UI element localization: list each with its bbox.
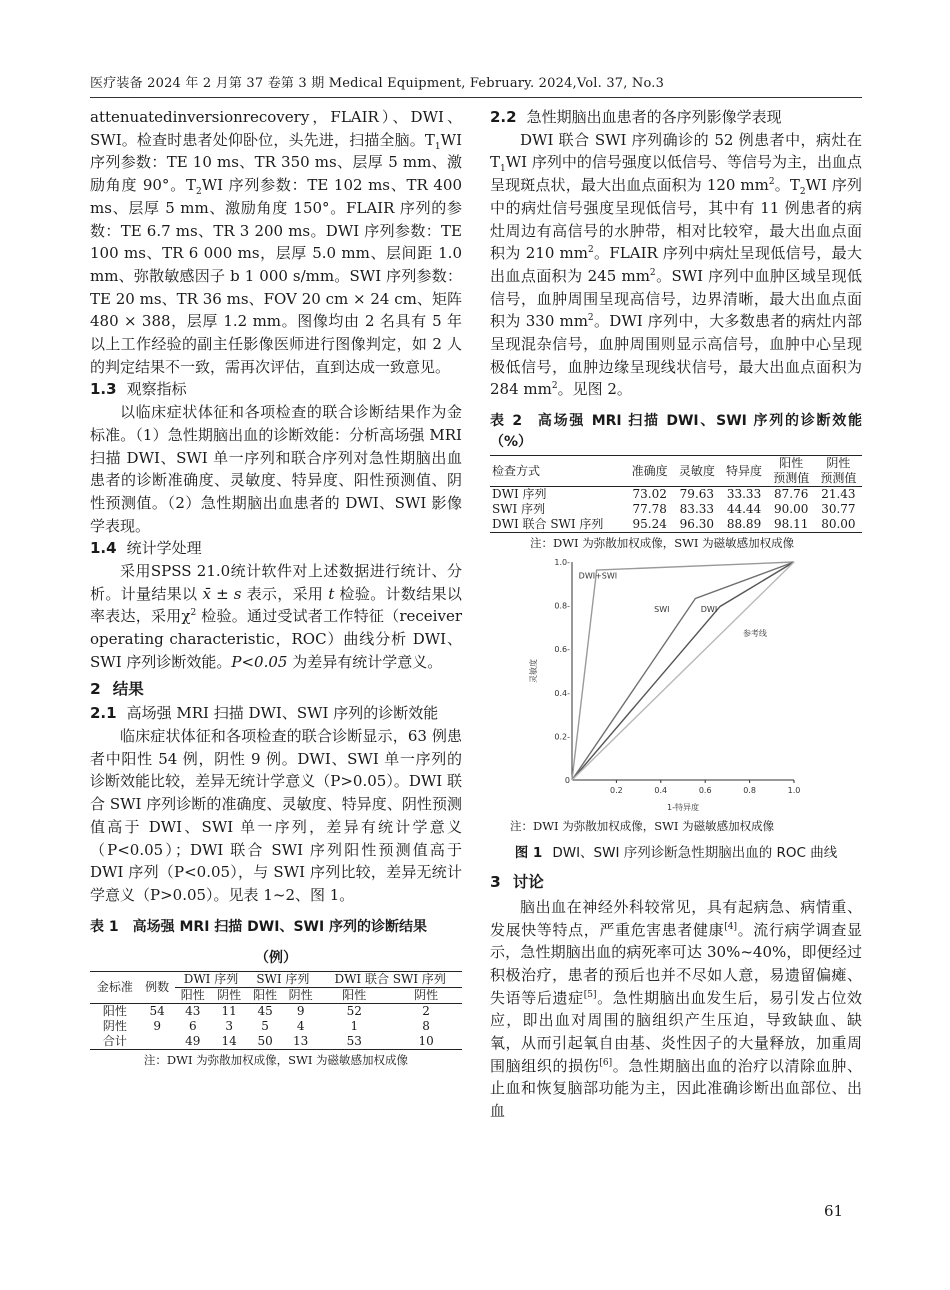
table-cell: 83.33 (679, 502, 715, 517)
table-row (90, 1019, 462, 1034)
table2-header-npv: 阴性 预测值 (815, 456, 862, 487)
table-row (490, 487, 862, 503)
section-2-2-heading: 2.2 急性期脑出血患者的各序列影像学表现 (490, 108, 782, 126)
table-cell: 11 (211, 1003, 247, 1019)
x-axis-label: 1-特异度 (667, 803, 699, 813)
table1-caption-unit: （例） (255, 949, 297, 966)
table1-caption: 表 1 高场强 MRI 扫描 DWI、SWI 序列的诊断结果 (90, 918, 428, 935)
table-row (490, 517, 862, 533)
y-tick-label: 0 (564, 776, 570, 786)
y-tick-label: 0.4- (554, 688, 570, 698)
table1-header-dwi: DWI 序列 (175, 971, 248, 987)
x-tick-label: 0.2 (610, 786, 623, 796)
right-column (490, 106, 862, 1123)
table-cell: 96.30 (673, 517, 720, 533)
table-cell: SWI 序列 (492, 502, 546, 517)
table-cell: 2 (390, 1003, 462, 1019)
table-cell: 30.77 (821, 502, 856, 517)
table2-header-accuracy: 准确度 (626, 456, 673, 487)
table-cell: 79.63 (673, 487, 720, 503)
table-cell: 50 (247, 1034, 283, 1050)
table-cell: 6 (188, 1018, 197, 1033)
table1-subheader: 阳性 (342, 987, 367, 1002)
figure1-caption: 图 1 DWI、SWI 序列诊断急性期脑出血的 ROC 曲线 (514, 845, 838, 862)
x-tick-label: 0.8 (743, 786, 756, 796)
section-1-4-heading: 1.4 统计学处理 (90, 539, 202, 558)
table-cell: DWI 序列 (490, 487, 626, 503)
table1-subheader: 阳性 (253, 987, 278, 1002)
section-2-heading: 2 结果 (90, 679, 144, 698)
table1-note: 注：DWI 为弥散加权成像，SWI 为磁敏感加权成像 (143, 1052, 409, 1067)
table-cell: 1 (350, 1018, 359, 1033)
table2-header-sensitivity: 灵敏度 (673, 456, 720, 487)
table1-header-gold: 金标准 (90, 971, 140, 1003)
table-cell: 5 (261, 1018, 269, 1033)
table-cell: 43 (175, 1003, 211, 1019)
table2-header-ppv: 阳性 预测值 (768, 456, 815, 487)
journal-header: 医疗装备 2024 年 2 月第 37 卷第 3 期 Medical Equipment, February. 2024,Vol. 37, No.3 (90, 76, 665, 91)
table1-subheader: 阴性 (288, 987, 313, 1002)
table-cell: 33.33 (720, 487, 767, 503)
roc-figure (490, 558, 862, 816)
table1 (90, 971, 462, 1050)
table-cell: 3 (225, 1018, 233, 1033)
table-cell: 87.76 (768, 487, 815, 503)
table-cell: DWI 联合 SWI 序列 (490, 517, 626, 533)
table1-subheader: 阴性 (217, 987, 242, 1002)
header-rule (90, 97, 862, 98)
table-cell: 95.24 (626, 517, 673, 533)
table1-header-cases: 例数 (140, 971, 175, 1003)
table-cell: 52 (318, 1003, 390, 1019)
table-cell: 21.43 (815, 487, 862, 503)
table1-header-swi: SWI 序列 (247, 971, 318, 987)
table-cell: 14 (211, 1034, 247, 1050)
section-2-1-heading: 2.1 高场强 MRI 扫描 DWI、SWI 序列的诊断效能 (90, 704, 439, 723)
table2-header-specificity: 特异度 (720, 456, 767, 487)
table-cell: 49 (175, 1034, 211, 1050)
table-cell: 阳性 (90, 1003, 140, 1019)
y-axis-label: 灵敏度 (529, 659, 538, 684)
table1-header-combined: DWI 联合 SWI 序列 (318, 971, 462, 987)
y-tick-label: 0.6- (554, 645, 570, 655)
y-tick-label: 1.0- (554, 558, 570, 568)
x-tick-label: 1.0 (787, 786, 801, 796)
series-label: 参考线 (742, 629, 767, 639)
table2-note: 注：DWI 为弥散加权成像，SWI 为磁敏感加权成像 (530, 536, 795, 551)
table-cell: 8 (422, 1018, 430, 1033)
table-cell: 9 (153, 1018, 161, 1033)
y-tick-label: 0.8- (554, 601, 570, 611)
table2 (490, 455, 862, 533)
table-row (490, 502, 862, 517)
section-1-4-paragraph: 采用SPSS 21.0统计软件对上述数据进行统计、分析。计量结果以 x̄ ± s 表示，采用 t 检验。计数结果以率表达，采用$\chi^2$ 检验。通过受试者工作特征（receiver operating characteristic，ROC）曲线分析 DWI、SWI 序列诊断效能。P<0.05 为差异有统计学意义。 (90, 562, 462, 671)
y-tick-label: 0.2- (554, 732, 570, 742)
x-tick-label: 0.4 (654, 786, 668, 796)
table-cell: 合计 (90, 1034, 140, 1050)
table1-subheader: 阳性 (180, 987, 205, 1002)
series-label: DWI+SWI (578, 571, 618, 581)
table-row (90, 1034, 462, 1050)
table-cell: 88.89 (720, 517, 767, 533)
roc-line-参考线 (572, 562, 794, 780)
section-3-heading: 3 讨论 (490, 873, 544, 892)
series-label: DWI (700, 605, 718, 615)
roc-chart (490, 558, 862, 816)
table2-caption: 表 2 高场强 MRI 扫描 DWI、SWI 序列的诊断效能（%） (490, 413, 862, 451)
table-cell: 13 (283, 1034, 319, 1050)
figure1-note: 注：DWI 为弥散加权成像，SWI 为磁敏感加权成像 (510, 819, 775, 834)
table-cell: 10 (390, 1034, 462, 1050)
table1-subheader: 阴性 (414, 987, 439, 1002)
table-cell: 98.11 (768, 517, 815, 533)
table-cell: 44.44 (726, 502, 762, 517)
table-cell (140, 1034, 175, 1050)
left-column (90, 106, 462, 1069)
table-cell: 53 (318, 1034, 390, 1050)
methods-paragraph: attenuatedinversionrecovery，FLAIR）、DWI、SWI。检查时患者处仰卧位，头先进，扫描全脑。$T_1WI$ 序列参数：TE 10 ms、TR 350 ms、层厚 5 mm、激励角度 90°。$T_2WI$ 序列参数：TE 102 ms、TR 400 ms、层厚 5 mm、激励角度 150°。FLAIR 序列的参数：TE 6.7 ms、TR 3 200 ms。DWI 序列参数：TE 100 ms、TR 6 000 ms，层厚 5.0 mm、层间距 1.0 mm、弥散敏感因子 b 1 000 s/mm。SWI 序列参数：TE 20 ms、TR 36 ms、FOV 20 cm × 24 cm、矩阵 480 × 388，层厚 1.2 mm。图像均由 2 名具有 5 年以上工作经验的副主任影像医师进行图像判定，如 2 人的判定结果不一致，需再次评估，直到达成一致意见。 (90, 108, 462, 376)
table-cell: 80.00 (815, 517, 862, 533)
section-1-3-paragraph: 以临床症状体征和各项检查的联合诊断结果作为金标准。（1）急性期脑出血的诊断效能：分析高场强 MRI 扫描 DWI、SWI 单一序列和联合序列对急性期脑出血患者的诊断准确度、灵敏度、特异度、阳性预测值、阴性预测值。（2）急性期脑出血患者的 DWI、SWI 影像学表现。 (90, 403, 462, 535)
table-cell: 4 (296, 1018, 305, 1033)
section-1-3-heading: 1.3 观察指标 (90, 380, 187, 399)
section-2-1-paragraph: 临床症状体征和各项检查的联合诊断显示，63 例患者中阳性 54 例，阴性 9 例。DWI、SWI 单一序列的诊断效能比较，差异无统计学意义（P>0.05）。DWI 联合 SWI 序列诊断的准确度、灵敏度、特异度、阴性预测值高于 DWI、SWI 单一序列，差异有统计学意义（P<0.05）；DWI 联合 SWI 序列阳性预测值高于 DWI 序列（P<0.05），与 SWI 序列比较，差异无统计学意义（P>0.05）。见表 1~2、图 1。 (90, 726, 462, 904)
page-number: 61 (824, 1202, 844, 1220)
x-tick-label: 0.6 (698, 786, 712, 796)
table-cell: 77.78 (632, 502, 667, 517)
table2-header-method: 检查方式 (490, 456, 626, 487)
table-cell: 45 (247, 1003, 283, 1019)
table-cell: 90.00 (774, 502, 809, 517)
table-row (90, 1003, 462, 1019)
section-2-2-paragraph: DWI 联合 SWI 序列确诊的 52 例患者中，病灶在 $T_1WI$ 序列中的信号强度以低信号、等信号为主，出血点呈现斑点状，最大出血点面积为 120 $mm^2$。$T_2WI$ 序列中的病灶信号强度呈现低信号，其中有 11 例患者的病灶周边有高信号的水肿带，相对比较窄，最大出血点面积为 210 $mm^2$。FLAIR 序列中病灶呈现低信号，最大出血点面积为 245 $mm^2$。SWI 序列中血肿区域呈现低信号，血肿周围呈现高信号，边界清晰，最大出血点面积为 330 $mm^2$。DWI 序列中，大多数患者的病灶内部呈现混杂信号，血肿周围则显示高信号，血肿中心呈现极低信号，血肿边缘呈现线状信号，最大出血点面积为 284 $mm^2$。见图 2。 (490, 130, 862, 399)
table-cell: 阴性 (102, 1018, 127, 1033)
section-3-paragraph: 脑出血在神经外科较常见，具有起病急、病情重、发展快等特点，严重危害患者健康[4]。流行病学调查显示，急性期脑出血的病死率可达 30%~40%，即便经过积极治疗，患者的预后也并不尽如人意，易遗留偏瘫、失语等后遗症[5]。急性期脑出血发生后，易引发占位效应，即出血对周围的脑组织产生压迫，导致缺血、缺氧，从而引起氧自由基、炎性因子的大量释放，加重周围脑组织的损伤[6]。急性期脑出血的治疗以清除血肿、止血和恢复脑部功能为主，因此准确诊断出血部位、出血 (490, 897, 862, 1121)
series-label: SWI (654, 605, 670, 615)
table-cell: 73.02 (626, 487, 673, 503)
table-cell: 9 (283, 1003, 319, 1019)
table-cell: 54 (140, 1003, 175, 1019)
